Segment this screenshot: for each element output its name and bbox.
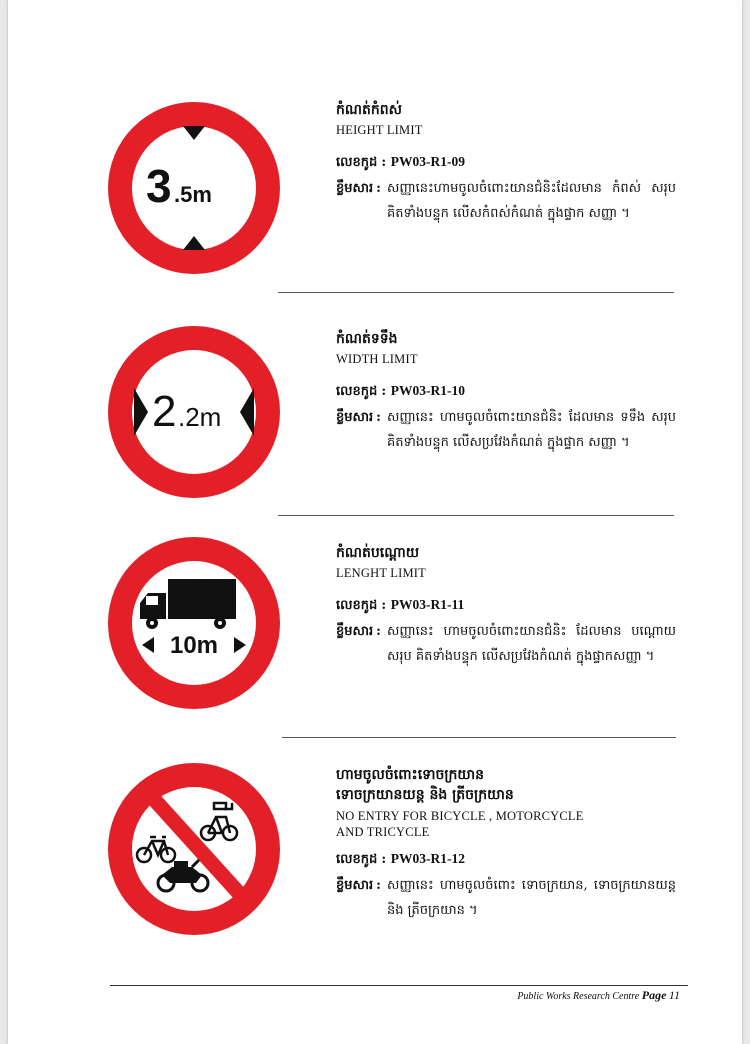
divider — [278, 292, 674, 293]
title-km: ហាមចូលចំពោះទោចក្រយាន — [336, 767, 485, 783]
desc-text: សញ្ញានេះ ហាមចូលចំពោះយានជំនិះ ដែលមាន បណ្តោយ សរុប គិតទាំងបន្ទុក លើសប្រវែងកំណត់ ក្នុងផ្ទាកសញ្ញា ។ — [386, 624, 676, 664]
sign-value-small: .5m — [174, 182, 212, 207]
desc-text: សញ្ញានេះហាមចូលចំពោះយានជំនិះដែលមាន កំពស់ សរុប គិតទាំងបន្ទុក លើសកំពស់កំណត់ ក្នុងផ្ទាក សញ្ញា ។ — [386, 181, 676, 221]
title-en: WIDTH LIMIT — [336, 352, 418, 366]
title-km-line-2: ទោចក្រយានយន្ត និង ត្រីចក្រយាន — [336, 787, 514, 803]
desc-label: ខ្លឹមសារ — [336, 878, 374, 893]
sign-label: 10m — [169, 632, 219, 659]
title-en: NO ENTRY FOR BICYCLE , MOTORCYCLE — [336, 809, 584, 823]
title-en: HEIGHT LIMIT — [336, 123, 423, 137]
desc-label: ខ្លឹមសារ — [336, 181, 374, 196]
title-km: កំណត់បណ្តោយ — [336, 545, 420, 561]
entry-length-limit — [336, 543, 676, 669]
code-row: លេខកូដ : PW03-R1-09 — [336, 154, 465, 170]
code-label: លេខកូដ — [336, 384, 378, 399]
no-bicycle-motorcycle-tricycle-sign-icon — [104, 759, 284, 939]
code-row: លេខកូដ : PW03-R1-12 — [336, 851, 465, 867]
code-row: លេខកូដ : PW03-R1-10 — [336, 383, 465, 399]
divider — [278, 515, 674, 516]
code-label: លេខកូដ — [336, 852, 378, 867]
footer-org: Public Works Research Centre — [517, 991, 640, 1002]
footer-page-label: Page — [641, 988, 667, 1002]
code-row: លេខកូដ : PW03-R1-11 — [336, 597, 465, 613]
desc-row: ខ្លឹមសារ : សញ្ញានេះ ហាមចូលចំពោះយានជំនិះ ដែលមាន ទទឹង សរុប គិតទាំងបន្ទុក លើសប្រវែងកំណត់ ក្នុងផ្ទាក សញ្ញា ។ — [336, 405, 676, 455]
desc-row: ខ្លឹមសារ : សញ្ញានេះហាមចូលចំពោះយានជំនិះដែលមាន កំពស់ សរុប គិតទាំងបន្ទុក លើសកំពស់កំណត់ ក្នុងផ្ទាក សញ្ញា ។ — [336, 176, 676, 226]
code-value: PW03-R1-10 — [390, 383, 465, 398]
entry-height-limit — [336, 100, 676, 226]
code-value: PW03-R1-12 — [390, 851, 465, 866]
desc-text: សញ្ញានេះ ហាមចូលចំពោះយានជំនិះ ដែលមាន ទទឹង សរុប គិតទាំងបន្ទុក លើសប្រវែងកំណត់ ក្នុងផ្ទាក សញ្ញា ។ — [386, 410, 676, 450]
desc-label: ខ្លឹមសារ — [336, 624, 374, 639]
desc-row: ខ្លឹមសារ : សញ្ញានេះ ហាមចូលចំពោះយានជំនិះ ដែលមាន បណ្តោយ សរុប គិតទាំងបន្ទុក លើសប្រវែងកំណត់ ក្នុងផ្ទាកសញ្ញា ។ — [336, 619, 676, 669]
desc-row: ខ្លឹមសារ : សញ្ញានេះ ហាមចូលចំពោះ ទោចក្រយាន, ទោចក្រយានយន្ត និង ត្រីចក្រយាន ។ — [336, 873, 676, 923]
divider — [282, 737, 676, 738]
desc-label: ខ្លឹមសារ — [336, 410, 374, 425]
length-limit-sign-icon — [104, 533, 284, 713]
width-limit-sign-icon — [104, 322, 284, 502]
height-limit-sign-icon — [104, 98, 284, 278]
title-km: កំណត់កំពស់ — [336, 102, 402, 118]
footer-rule — [110, 985, 688, 986]
code-label: លេខកូដ — [336, 598, 378, 613]
entry-no-entry-bicycle — [336, 765, 676, 923]
title-en: LENGHT LIMIT — [336, 566, 426, 580]
code-label: លេខកូដ — [336, 155, 378, 170]
footer-page-number: 11 — [668, 988, 680, 1002]
code-value: PW03-R1-09 — [390, 154, 465, 169]
code-value: PW03-R1-11 — [390, 597, 465, 612]
page-footer — [110, 988, 680, 1003]
entry-width-limit — [336, 329, 676, 455]
sign-value-big: 3 — [146, 160, 172, 212]
sign-value-big: 2 — [152, 387, 177, 436]
title-en-line-2: AND TRICYCLE — [336, 825, 430, 839]
title-km: កំណត់ទទឹង — [336, 331, 398, 347]
desc-text: សញ្ញានេះ ហាមចូលចំពោះ ទោចក្រយាន, ទោចក្រយានយន្ត និង ត្រីចក្រយាន ។ — [386, 878, 676, 918]
sign-value-small: .2m — [178, 402, 222, 432]
